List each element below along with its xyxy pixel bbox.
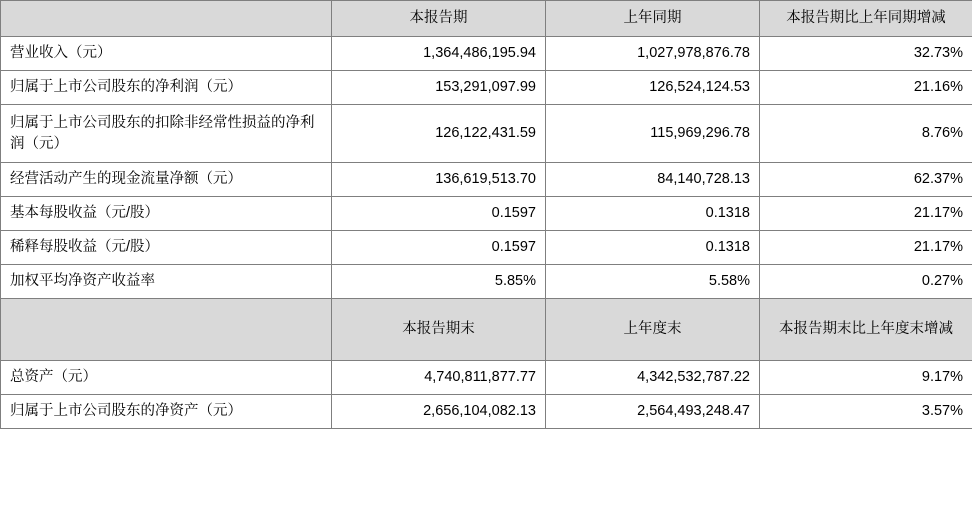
row-value-basic-eps-current: 0.1597 bbox=[332, 197, 546, 231]
row-value-total-assets-current: 4,740,811,877.77 bbox=[332, 361, 546, 395]
row-value-weighted-roe-change: 0.27% bbox=[760, 265, 972, 299]
row-value-net-assets-current: 2,656,104,082.13 bbox=[332, 395, 546, 429]
row-value-revenue-change: 32.73% bbox=[760, 37, 972, 71]
header-cell-blank bbox=[1, 1, 332, 37]
row-value-net-profit-previous: 126,524,124.53 bbox=[546, 71, 760, 105]
table-row bbox=[1, 37, 972, 71]
row-value-diluted-eps-change: 21.17% bbox=[760, 231, 972, 265]
row-value-basic-eps-previous: 0.1318 bbox=[546, 197, 760, 231]
row-label-diluted-eps: 稀释每股收益（元/股） bbox=[1, 231, 332, 265]
header-cell-previous-period: 上年同期 bbox=[546, 1, 760, 37]
row-value-diluted-eps-current: 0.1597 bbox=[332, 231, 546, 265]
table-row bbox=[1, 105, 972, 163]
row-value-net-profit-change: 21.16% bbox=[760, 71, 972, 105]
row-value-deducted-net-profit-change: 8.76% bbox=[760, 105, 972, 163]
row-label-net-assets: 归属于上市公司股东的净资产（元） bbox=[1, 395, 332, 429]
row-value-operating-cash-flow-current: 136,619,513.70 bbox=[332, 163, 546, 197]
row-value-deducted-net-profit-current: 126,122,431.59 bbox=[332, 105, 546, 163]
table-row bbox=[1, 265, 972, 299]
table-row bbox=[1, 71, 972, 105]
header-cell-blank-2 bbox=[1, 299, 332, 361]
header-cell-period-end-change: 本报告期末比上年度末增减 bbox=[760, 299, 972, 361]
row-value-operating-cash-flow-previous: 84,140,728.13 bbox=[546, 163, 760, 197]
table-row bbox=[1, 163, 972, 197]
row-label-total-assets: 总资产（元） bbox=[1, 361, 332, 395]
row-value-net-assets-change: 3.57% bbox=[760, 395, 972, 429]
header-cell-period-change: 本报告期比上年同期增减 bbox=[760, 1, 972, 37]
row-label-basic-eps: 基本每股收益（元/股） bbox=[1, 197, 332, 231]
row-label-net-profit: 归属于上市公司股东的净利润（元） bbox=[1, 71, 332, 105]
row-value-net-profit-current: 153,291,097.99 bbox=[332, 71, 546, 105]
table-row bbox=[1, 231, 972, 265]
row-value-basic-eps-change: 21.17% bbox=[760, 197, 972, 231]
row-value-weighted-roe-current: 5.85% bbox=[332, 265, 546, 299]
table-row bbox=[1, 395, 972, 429]
row-label-revenue: 营业收入（元） bbox=[1, 37, 332, 71]
table-header-row-period bbox=[1, 1, 972, 37]
row-label-deducted-net-profit: 归属于上市公司股东的扣除非经常性损益的净利润（元） bbox=[1, 105, 332, 163]
header-cell-current-period-end: 本报告期末 bbox=[332, 299, 546, 361]
table-row bbox=[1, 197, 972, 231]
row-value-revenue-previous: 1,027,978,876.78 bbox=[546, 37, 760, 71]
row-value-diluted-eps-previous: 0.1318 bbox=[546, 231, 760, 265]
row-value-net-assets-previous: 2,564,493,248.47 bbox=[546, 395, 760, 429]
header-cell-previous-year-end: 上年度末 bbox=[546, 299, 760, 361]
row-value-total-assets-previous: 4,342,532,787.22 bbox=[546, 361, 760, 395]
header-cell-current-period: 本报告期 bbox=[332, 1, 546, 37]
row-value-revenue-current: 1,364,486,195.94 bbox=[332, 37, 546, 71]
row-value-operating-cash-flow-change: 62.37% bbox=[760, 163, 972, 197]
row-value-total-assets-change: 9.17% bbox=[760, 361, 972, 395]
row-value-weighted-roe-previous: 5.58% bbox=[546, 265, 760, 299]
row-label-operating-cash-flow: 经营活动产生的现金流量净额（元） bbox=[1, 163, 332, 197]
table-header-row-period-end bbox=[1, 299, 972, 361]
row-value-deducted-net-profit-previous: 115,969,296.78 bbox=[546, 105, 760, 163]
row-label-weighted-roe: 加权平均净资产收益率 bbox=[1, 265, 332, 299]
table-row bbox=[1, 361, 972, 395]
